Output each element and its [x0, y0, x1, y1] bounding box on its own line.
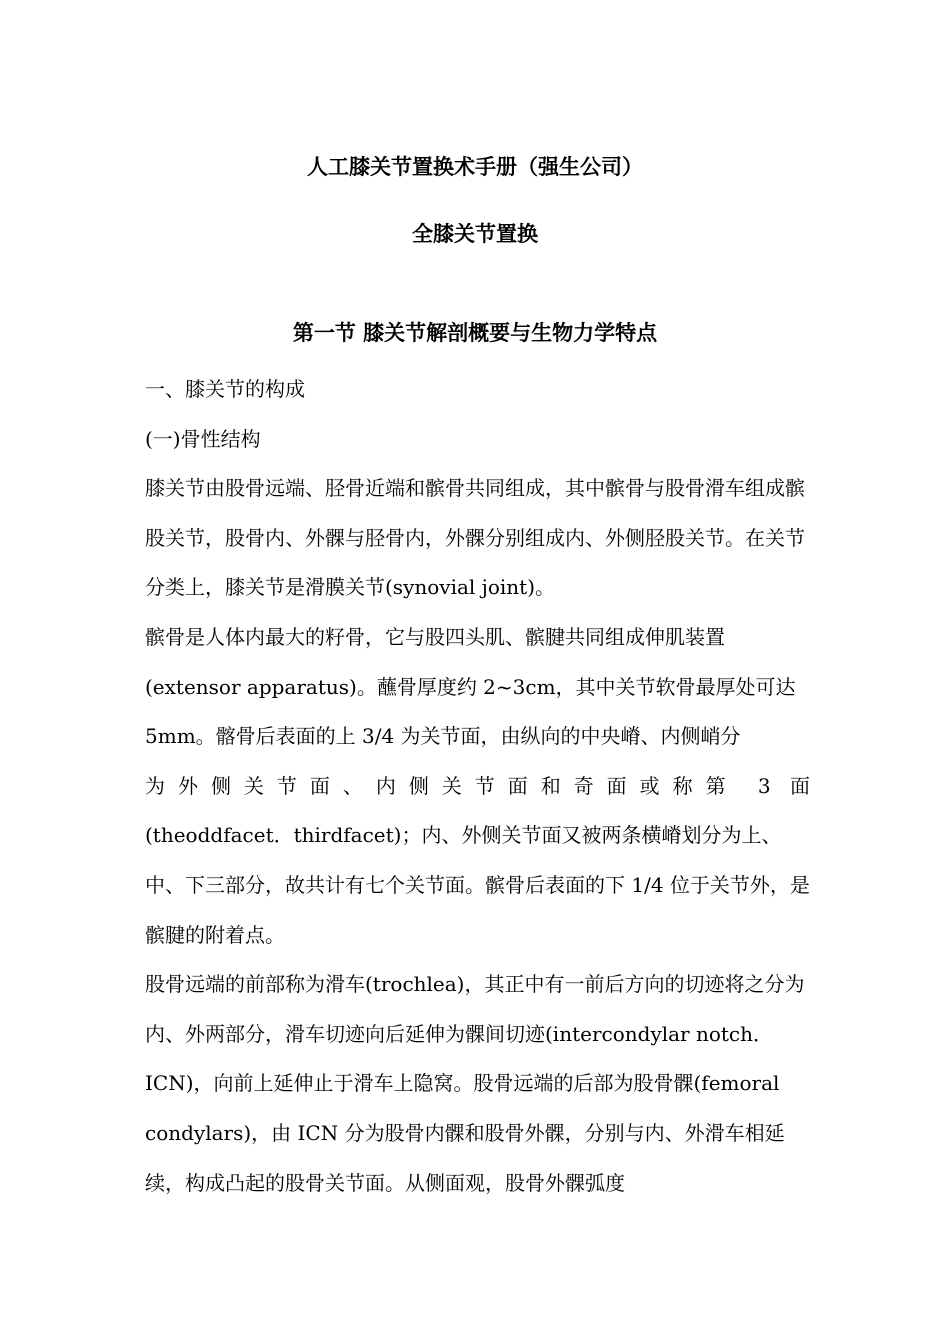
heading-bony-structure: (一)骨性结构: [145, 426, 261, 451]
document-subtitle: 全膝关节置换: [412, 221, 538, 246]
paragraph-knee-joint: 膝关节由股骨远端、胫骨近端和髌骨共同组成，其中髌骨与股骨滑车组成髌股关节，股骨内、外髁与胫骨内，外髁分别组成内、外侧胫股关节。在关节分类上，膝关节是滑膜关节(synovial joint)。: [145, 476, 805, 600]
body-text: [145, 365, 810, 1208]
heading-composition: 一、膝关节的构成: [145, 377, 305, 401]
document-title: 人工膝关节置换术手册（强生公司）: [307, 154, 643, 179]
section-title: 第一节 膝关节解剖概要与生物力学特点: [292, 320, 658, 345]
paragraph-patella: [145, 613, 810, 762]
paragraph-patella-justified-line: 为外侧关节面、内侧关节面和奇面或称第 3 面: [145, 773, 810, 798]
paragraph-femur: 股骨远端的前部称为滑车(trochlea)，其正中有一前后方向的切迹将之分为内、外两部分，滑车切迹向后延伸为髁间切迹(intercondylar notch．ICN)，向前上延伸止于滑车上隐窝。股骨远端的后部为股骨髁(femoral condylars)，由 ICN 分为股骨内髁和股骨外髁，分别与内、外滑车相延续，构成凸起的股骨关节面。从侧面观，股骨外髁弧度: [145, 972, 805, 1195]
paragraph-patella-part1: 髌骨是人体内最大的籽骨，它与股四头肌、髌腱共同组成伸肌装置(extensor apparatus)。蘸骨厚度约 2~3cm，其中关节软骨最厚处可达 5mm。髂骨后表面的上 3/4 为关节面，由纵向的中央嵴、内侧峭分: [145, 624, 796, 749]
paragraph-patella-part3: (theoddfacet．thirdfacet)；内、外侧关节面又被两条横嵴划分为上、中、下三部分，故共计有七个关节面。髌骨后表面的下 1/4 位于关节外，是髌腱的附着点。: [145, 823, 810, 947]
